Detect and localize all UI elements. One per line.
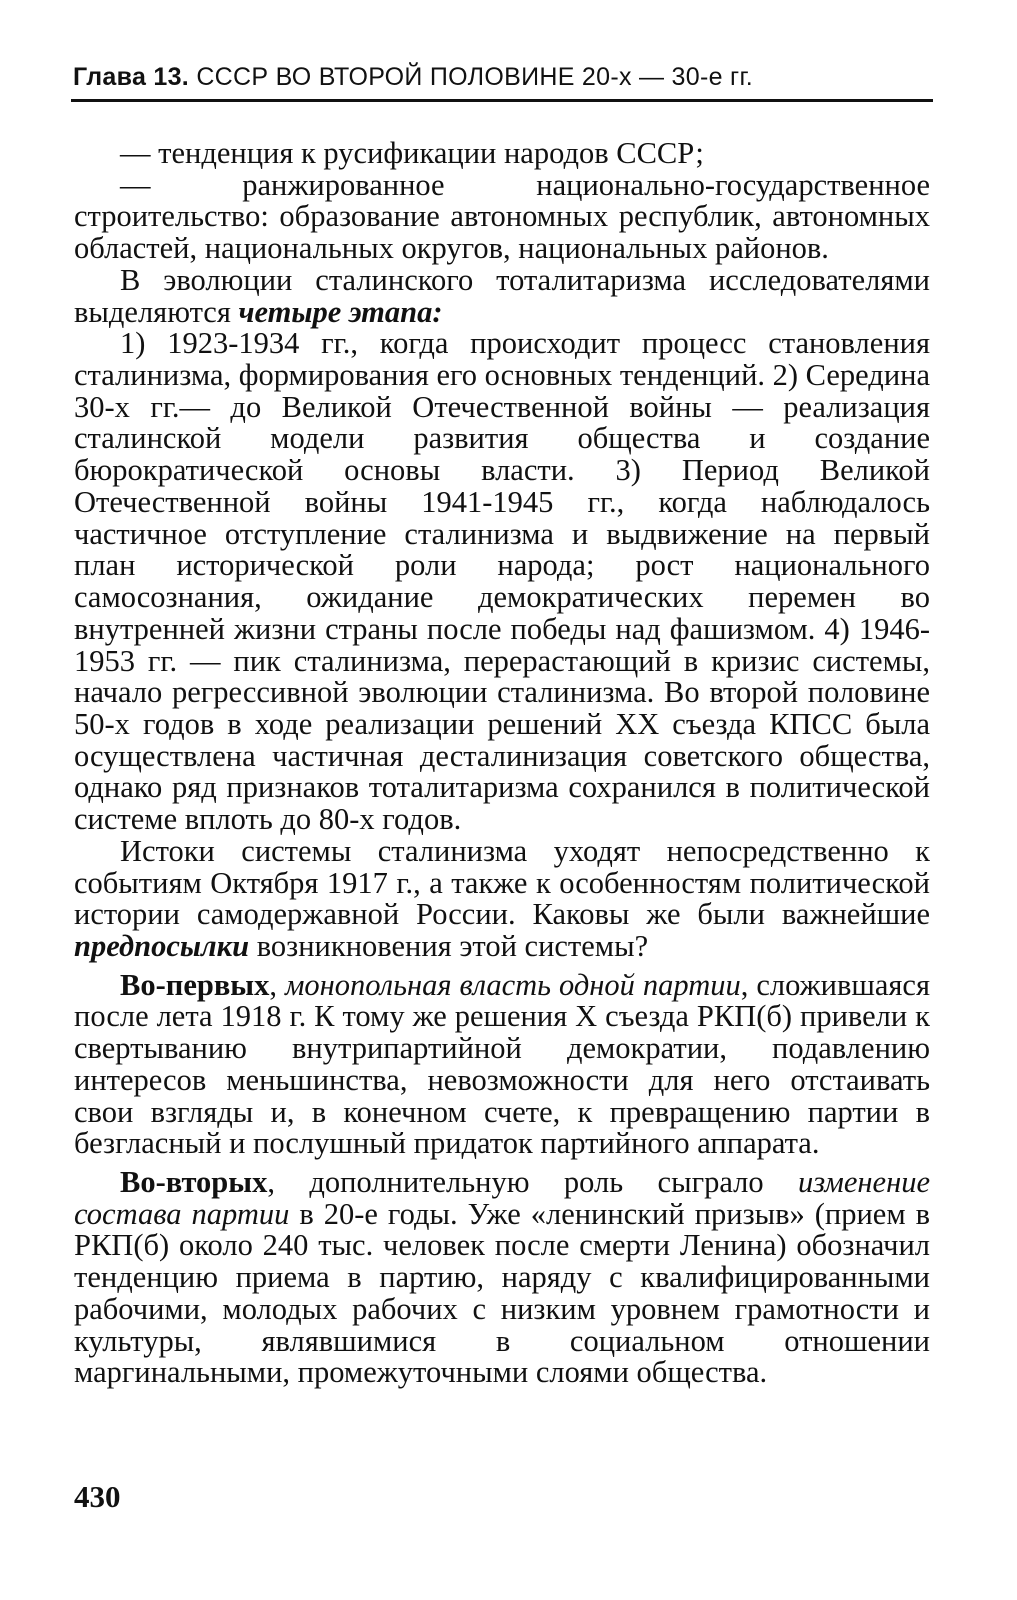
paragraph-p3 <box>74 262 930 329</box>
text-run: четыре этапа: <box>238 294 443 329</box>
paragraph-p1 <box>74 138 930 170</box>
header-rule <box>71 99 933 102</box>
paragraph-p6 <box>74 967 930 1161</box>
text-run: — тенденция к русификации народов СССР; <box>120 136 704 170</box>
text-run: 1) 1923-1934 гг., когда происходит процесс становления сталинизма, формирования его основных тенденций. 2) Середина 30-х гг.— до Великой Отечественной войны — реализация сталинской модели развития общества и создание бюрократической основы власти. 3) Период Великой Отечественной войны 1941-1945 гг., когда наблюдалось частичное отступление сталинизма и выдвижение на первый план исторической роли народа; рост национального самосознания, ожидание демократических перемен во внутренней жизни страны после победы над фашизмом. 4) 1946-1953 гг. — пик сталинизма, перерастающий в кризис системы, начало регрессивной эволюции сталинизма. Во второй половине 50-х годов в ходе реализации решений XX съезда КПСС была осуществлена частичная десталинизация советского общества, однако ряд признаков тоталитаризма сохранился в политической системе вплоть до 80-х годов. <box>74 326 931 837</box>
body-text <box>74 138 930 1389</box>
paragraph-p5 <box>74 833 930 963</box>
text-run: Истоки системы сталинизма уходят непосредственно к событиям Октября 1917 г., а также к особенностям политической истории самодержавной России. Каковы же были важнейшие <box>74 833 930 932</box>
text-run: предпосылки <box>74 928 250 963</box>
text-run: — ранжированное национально-государственное строительство: образование автономных республик, автономных областей, национальных округов, национальных районов. <box>74 167 930 266</box>
text-run: Во-первых <box>120 967 270 1002</box>
page-number: 430 <box>74 1479 121 1514</box>
text-run: изменение состава партии <box>74 1165 930 1231</box>
text-run: монопольная власть одной партии <box>284 967 741 1002</box>
text-run: , <box>269 967 285 1002</box>
paragraph-p7 <box>74 1167 930 1389</box>
text-run: в 20-е годы. Уже «ленинский призыв» (прием в РКП(б) около 240 тыс. человек после смерти Ленина) обозначил тенденцию приема в партию, наряду с квалифицированными рабочими, молодых рабочих с низким уровнем грамотности и культуры, являвшимися в социальном отношении маргинальными, промежуточными слоями общества. <box>74 1196 931 1390</box>
paragraph-p2 <box>74 167 930 266</box>
text-run: возникновения этой системы? <box>249 928 649 963</box>
text-run: В эволюции сталинского тоталитаризма исследователями выделяются <box>74 262 930 329</box>
text-run: , дополнительную роль сыграло <box>267 1165 799 1199</box>
paragraph-p4 <box>74 328 930 836</box>
text-run: Во-вторых <box>120 1165 268 1199</box>
chapter-title: СССР ВО ВТОРОЙ ПОЛОВИНЕ 20-х — 30-е гг. <box>196 63 754 91</box>
running-header <box>73 60 931 94</box>
text-run: , сложившаяся после лета 1918 г. К тому же решения X съезда РКП(б) привели к свертыванию внутрипартийной демократии, подавлению интересов меньшинства, невозможности для него отстаивать свои взгляды и, в конечном счете, к превращению партии в безгласный и послушный придаток партийного аппарата. <box>74 967 930 1161</box>
chapter-label: Глава 13. <box>73 63 190 91</box>
